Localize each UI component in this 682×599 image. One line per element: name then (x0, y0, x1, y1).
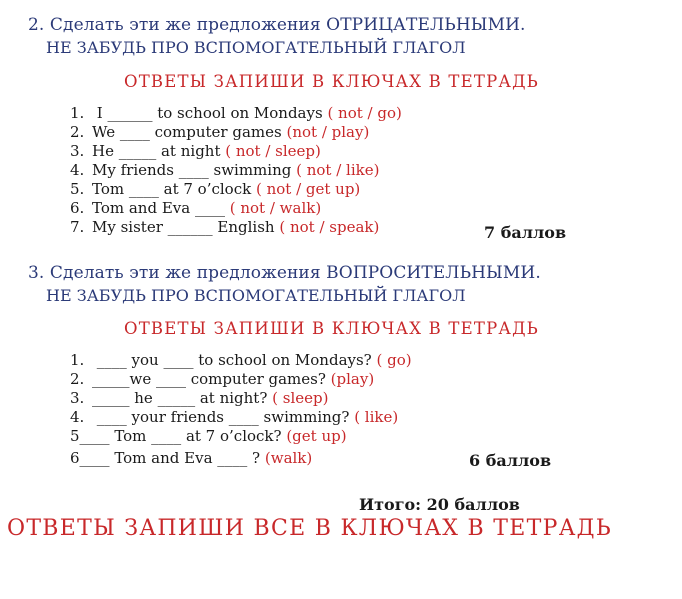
list-item (70, 427, 412, 446)
item-number: 4. (70, 408, 85, 426)
item-text: ____ your friends ____ swimming? (92, 408, 355, 426)
item-text: ____ Tom ____ at 7 o’clock? (79, 427, 287, 445)
section3-instruction: ОТВЕТЫ ЗАПИШИ В КЛЮЧАХ В ТЕТРАДЬ (124, 319, 539, 338)
section3-list (70, 351, 412, 468)
item-text: Tom ____ at 7 o’clock (92, 180, 256, 198)
item-hint: ( not / walk) (229, 199, 322, 217)
item-hint: ( like) (354, 408, 399, 426)
list-item (70, 180, 402, 199)
item-hint: (walk) (264, 449, 313, 467)
item-number: 1. (70, 104, 85, 122)
section2-reminder: НЕ ЗАБУДЬ ПРО ВСПОМОГАТЕЛЬНЫЙ ГЛАГОЛ (46, 38, 466, 57)
item-hint: ( not / go) (327, 104, 402, 122)
item-hint: ( sleep) (272, 389, 329, 407)
item-text: We ____ computer games (92, 123, 287, 141)
item-text: My friends ____ swimming (92, 161, 297, 179)
item-number: 4. (70, 161, 85, 179)
final-instruction: ОТВЕТЫ ЗАПИШИ ВСЕ В КЛЮЧАХ В ТЕТРАДЬ (7, 516, 612, 541)
item-text: My sister ______ English (92, 218, 280, 236)
item-text: ____ Tom and Eva ____ ? (79, 449, 265, 467)
item-number: 6. (70, 199, 85, 217)
section3-title: 3. Сделать эти же предложения ВОПРОСИТЕЛЬНЫМИ. (28, 263, 541, 283)
item-hint: ( not / like) (296, 161, 380, 179)
item-number: 6 (70, 449, 80, 467)
list-item (70, 199, 402, 218)
section2-score: 7 баллов (484, 223, 567, 242)
total-score: Итого: 20 баллов (359, 495, 520, 514)
section3-score: 6 баллов (469, 451, 552, 470)
section2-title: 2. Сделать эти же предложения ОТРИЦАТЕЛЬНЫМИ. (28, 15, 526, 35)
list-item (70, 104, 402, 123)
section3-reminder: НЕ ЗАБУДЬ ПРО ВСПОМОГАТЕЛЬНЫЙ ГЛАГОЛ (46, 286, 466, 305)
item-number: 5 (70, 427, 80, 445)
item-number: 7. (70, 218, 85, 236)
item-text: I ______ to school on Mondays (92, 104, 328, 122)
item-number: 3. (70, 389, 85, 407)
item-hint: ( go) (376, 351, 412, 369)
item-text: _____we ____ computer games? (92, 370, 331, 388)
list-item (70, 351, 412, 370)
item-hint: (play) (330, 370, 375, 388)
list-item (70, 449, 412, 468)
list-item (70, 370, 412, 389)
item-text: ____ you ____ to school on Mondays? (92, 351, 377, 369)
item-hint: ( not / get up) (255, 180, 361, 198)
section2-list (70, 104, 402, 237)
item-hint: (not / play) (286, 123, 370, 141)
list-item (70, 161, 402, 180)
item-text: Tom and Eva ____ (92, 199, 230, 217)
item-number: 2. (70, 123, 85, 141)
list-item (70, 218, 402, 237)
item-text: _____ he _____ at night? (92, 389, 273, 407)
item-number: 2. (70, 370, 85, 388)
item-hint: (get up) (286, 427, 347, 445)
list-item (70, 123, 402, 142)
item-number: 1. (70, 351, 85, 369)
item-hint: ( not / sleep) (225, 142, 321, 160)
item-hint: ( not / speak) (279, 218, 380, 236)
list-item (70, 389, 412, 408)
list-item (70, 142, 402, 161)
item-number: 3. (70, 142, 85, 160)
item-number: 5. (70, 180, 85, 198)
list-item (70, 408, 412, 427)
section2-instruction: ОТВЕТЫ ЗАПИШИ В КЛЮЧАХ В ТЕТРАДЬ (124, 72, 539, 91)
item-text: He _____ at night (92, 142, 226, 160)
